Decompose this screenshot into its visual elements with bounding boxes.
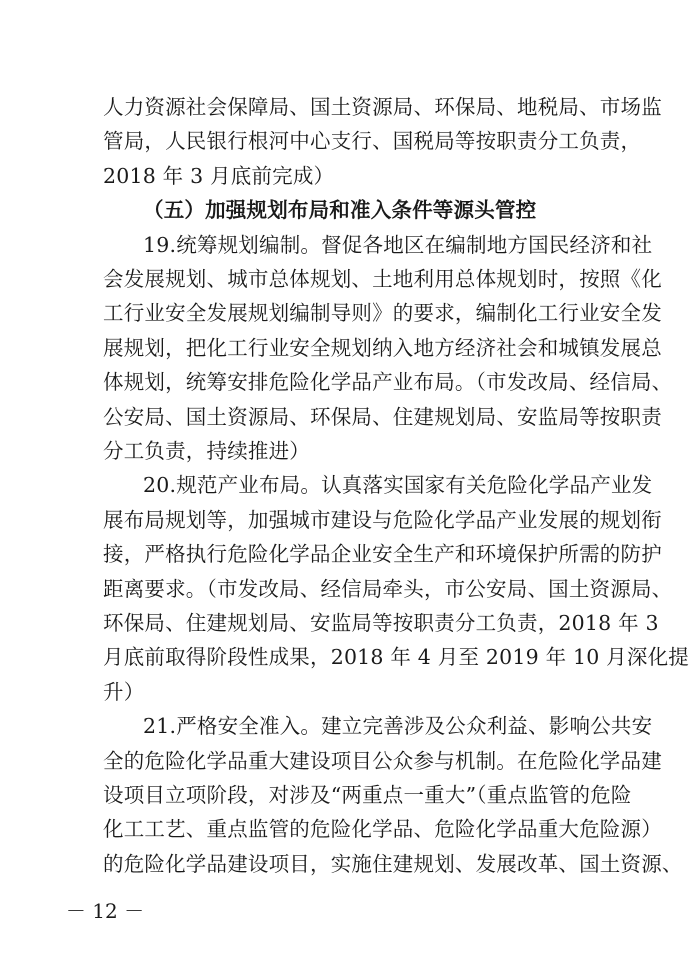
paragraph-21-line-4: 化工工艺、重点监管的危险化学品、危险化学品重大危险源） (103, 817, 662, 842)
paragraph-20-line-2: 展布局规划等，加强城市建设与危险化学品产业发展的规划衔 (103, 507, 662, 532)
text-line-3: 2018 年 3 月底前完成） (103, 163, 335, 188)
text-line-1: 人力资源社会保障局、国土资源局、环保局、地税局、市场监 (103, 95, 662, 119)
paragraph-21-line-2: 全的危险化学品重大建设项目公众参与机制。在危险化学品建 (103, 748, 662, 773)
paragraph-19-line-1: 19.统筹规划编制。督促各地区在编制地方国民经济和社 (143, 232, 653, 257)
section-heading: （五）加强规划布局和准入条件等源头管控 (143, 198, 537, 223)
text-line-2: 管局，人民银行根河中心支行、国税局等按职责分工负责， (103, 129, 642, 154)
paragraph-21-line-1: 21.严格安全准入。建立完善涉及公众利益、影响公共安 (143, 714, 653, 739)
page-number: － 12 － (65, 899, 145, 923)
paragraph-20-line-4: 距离要求。（市发改局、经信局牵头，市公安局、国土资源局、 (103, 576, 673, 601)
paragraph-20-line-7: 升） (103, 679, 145, 704)
paragraph-19-line-7: 分工负责，持续推进） (103, 439, 310, 463)
paragraph-20-line-3: 接，严格执行危险化学品企业安全生产和环境保护所需的防护 (103, 542, 662, 567)
paragraph-21-line-5: 的危险化学品建设项目，实施住建规划、发展改革、国土资源、 (103, 851, 683, 876)
paragraph-19-line-4: 展规划，把化工行业安全规划纳入地方经济社会和城镇发展总 (103, 335, 662, 360)
paragraph-20-line-5: 环保局、住建规划局、安监局等按职责分工负责，2018 年 3 (103, 611, 659, 635)
paragraph-20-line-1: 20.规范产业布局。认真落实国家有关危险化学品产业发 (143, 473, 653, 498)
paragraph-20-line-6: 月底前取得阶段性成果，2018 年 4 月至 2019 年 10 月深化提 (103, 645, 689, 670)
paragraph-19-line-5: 体规划，统筹安排危险化学品产业布局。（市发改局、经信局、 (103, 370, 673, 395)
paragraph-19-line-3: 工行业安全发展规划编制导则》的要求，编制化工行业安全发 (103, 301, 662, 326)
paragraph-21-line-3: 设项目立项阶段，对涉及“两重点一重大”（重点监管的危险 (103, 783, 632, 807)
paragraph-19-line-2: 会发展规划、城市总体规划、土地利用总体规划时，按照《化 (103, 267, 662, 291)
paragraph-19-line-6: 公安局、国土资源局、环保局、住建规划局、安监局等按职责 (103, 404, 662, 429)
